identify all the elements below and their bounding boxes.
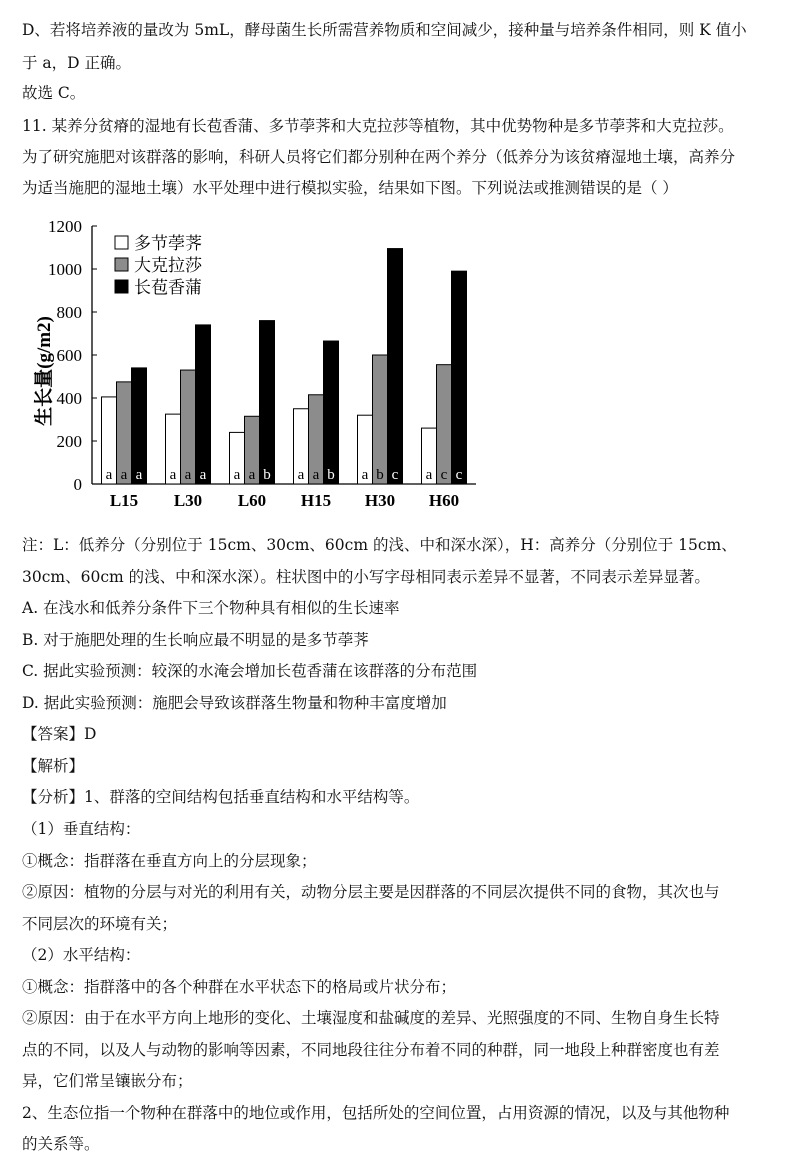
bar-significance-letter: a [233, 467, 241, 483]
bar-significance-letter: c [440, 467, 448, 483]
text-line: 点的不同，以及人与动物的影响等因素，不同地段往往分布着不同的种群，同一地段上种群密度也有差 [22, 1040, 720, 1059]
bar-significance-letter: b [327, 467, 335, 483]
text-line: 【解析】 [22, 756, 85, 775]
text-line: （1）垂直结构： [22, 819, 141, 838]
bar-significance-letter: a [105, 467, 113, 483]
y-tick-label: 800 [56, 303, 82, 322]
text-line: 注：L：低养分（分别位于 15cm、30cm、60cm 的浅、中和深水深），H：高养分（分别位于 15cm、 [22, 536, 737, 554]
x-tick-label: L15 [109, 491, 139, 510]
legend-label: 长苞香蒲 [134, 278, 202, 297]
text-line: D、若将培养液的量改为 5mL，酵母菌生长所需营养物质和空间减少，接种量与培养条件相同，则 K 值小 [22, 21, 747, 39]
y-axis-label: 生长量(g/m2) [34, 316, 55, 426]
text-line: 异，它们常呈镶嵌分布； [22, 1072, 193, 1091]
bar-significance-letter: b [263, 467, 271, 483]
text-line: D. 据此实验预测：施肥会导致该群落生物量和物种丰富度增加 [22, 693, 447, 712]
legend-label: 多节荸荠 [134, 234, 202, 253]
y-tick-label: 1200 [48, 217, 82, 236]
bar-H15-2 [324, 341, 339, 484]
y-tick-label: 400 [56, 389, 82, 408]
text-line: 为了研究施肥对该群落的影响，科研人员将它们都分别种在两个养分（低养分为该贫瘠湿地土壤，高养分 [22, 148, 736, 166]
text-line: A. 在浅水和低养分条件下三个物种具有相似的生长速率 [22, 599, 400, 618]
text-line: ①概念：指群落中的各个种群在水平状态下的格局或片状分布； [22, 977, 457, 996]
bar-significance-letter: a [361, 467, 369, 483]
x-tick-label: H15 [300, 491, 332, 510]
text-line: 11. 某养分贫瘠的湿地有长苞香蒲、多节荸荠和大克拉莎等植物，其中优势物种是多节荸荠和大克拉莎。 [22, 117, 734, 135]
legend-swatch [115, 280, 128, 293]
bar-significance-letter: a [169, 467, 177, 483]
text-line: 2、生态位指一个物种在群落中的地位或作用，包括所处的空间位置，占用资源的情况，以及与其他物种 [22, 1103, 730, 1122]
text-line: 故选 C。 [22, 84, 86, 102]
y-tick-label: 200 [56, 432, 82, 451]
text-line: 30cm、60cm 的浅、中和深水深）。柱状图中的小写字母相同表示差异不显著，不同表示差异显著。 [22, 567, 710, 586]
bar-significance-letter: a [184, 467, 192, 483]
text-line: 于 a，D 正确。 [22, 54, 132, 72]
bar-L30-2 [196, 325, 211, 484]
legend-label: 大克拉莎 [134, 256, 202, 275]
bar-significance-letter: a [312, 467, 320, 483]
bar-H30-2 [388, 249, 403, 484]
text-line: C. 据此实验预测：较深的水淹会增加长苞香蒲在该群落的分布范围 [22, 662, 478, 681]
bar-significance-letter: c [455, 467, 463, 483]
bar-significance-letter: a [199, 467, 207, 483]
legend-swatch [115, 236, 128, 249]
bar-significance-letter: c [391, 467, 399, 483]
x-tick-label: L30 [173, 491, 203, 510]
bar-H30-1 [373, 355, 388, 484]
y-tick-label: 0 [73, 475, 82, 494]
bar-significance-letter: a [297, 467, 305, 483]
text-line: 不同层次的环境有关； [22, 914, 178, 933]
bar-chart [20, 210, 490, 520]
bar-significance-letter: b [376, 467, 384, 483]
text-line: 为适当施肥的湿地土壤）水平处理中进行模拟实验，结果如下图。下列说法或推测错误的是（ ） [22, 179, 678, 197]
y-tick-label: 600 [56, 346, 82, 365]
y-tick-label: 1000 [48, 260, 82, 279]
x-tick-label: H30 [364, 491, 396, 510]
text-line: 【分析】1、群落的空间结构包括垂直结构和水平结构等。 [22, 788, 420, 807]
bar-significance-letter: a [425, 467, 433, 483]
text-line: 的关系等。 [22, 1135, 100, 1154]
text-line: B. 对于施肥处理的生长响应最不明显的是多节荸荠 [22, 630, 369, 649]
bar-L60-2 [260, 321, 275, 484]
bar-significance-letter: a [135, 467, 143, 483]
bar-significance-letter: a [120, 467, 128, 483]
text-line: ②原因：植物的分层与对光的利用有关，动物分层主要是因群落的不同层次提供不同的食物，其次也与 [22, 883, 720, 902]
x-tick-label: L60 [237, 491, 267, 510]
text-line: （2）水平结构： [22, 946, 141, 965]
text-line: ①概念：指群落在垂直方向上的分层现象； [22, 851, 317, 870]
bar-significance-letter: a [248, 467, 256, 483]
bar-H60-2 [452, 271, 467, 484]
x-tick-label: H60 [428, 491, 460, 510]
legend-swatch [115, 258, 128, 271]
text-line: ②原因：由于在水平方向上地形的变化、土壤湿度和盐碱度的差异、光照强度的不同、生物自身生长特 [22, 1009, 720, 1028]
text-line: 【答案】D [22, 725, 97, 744]
